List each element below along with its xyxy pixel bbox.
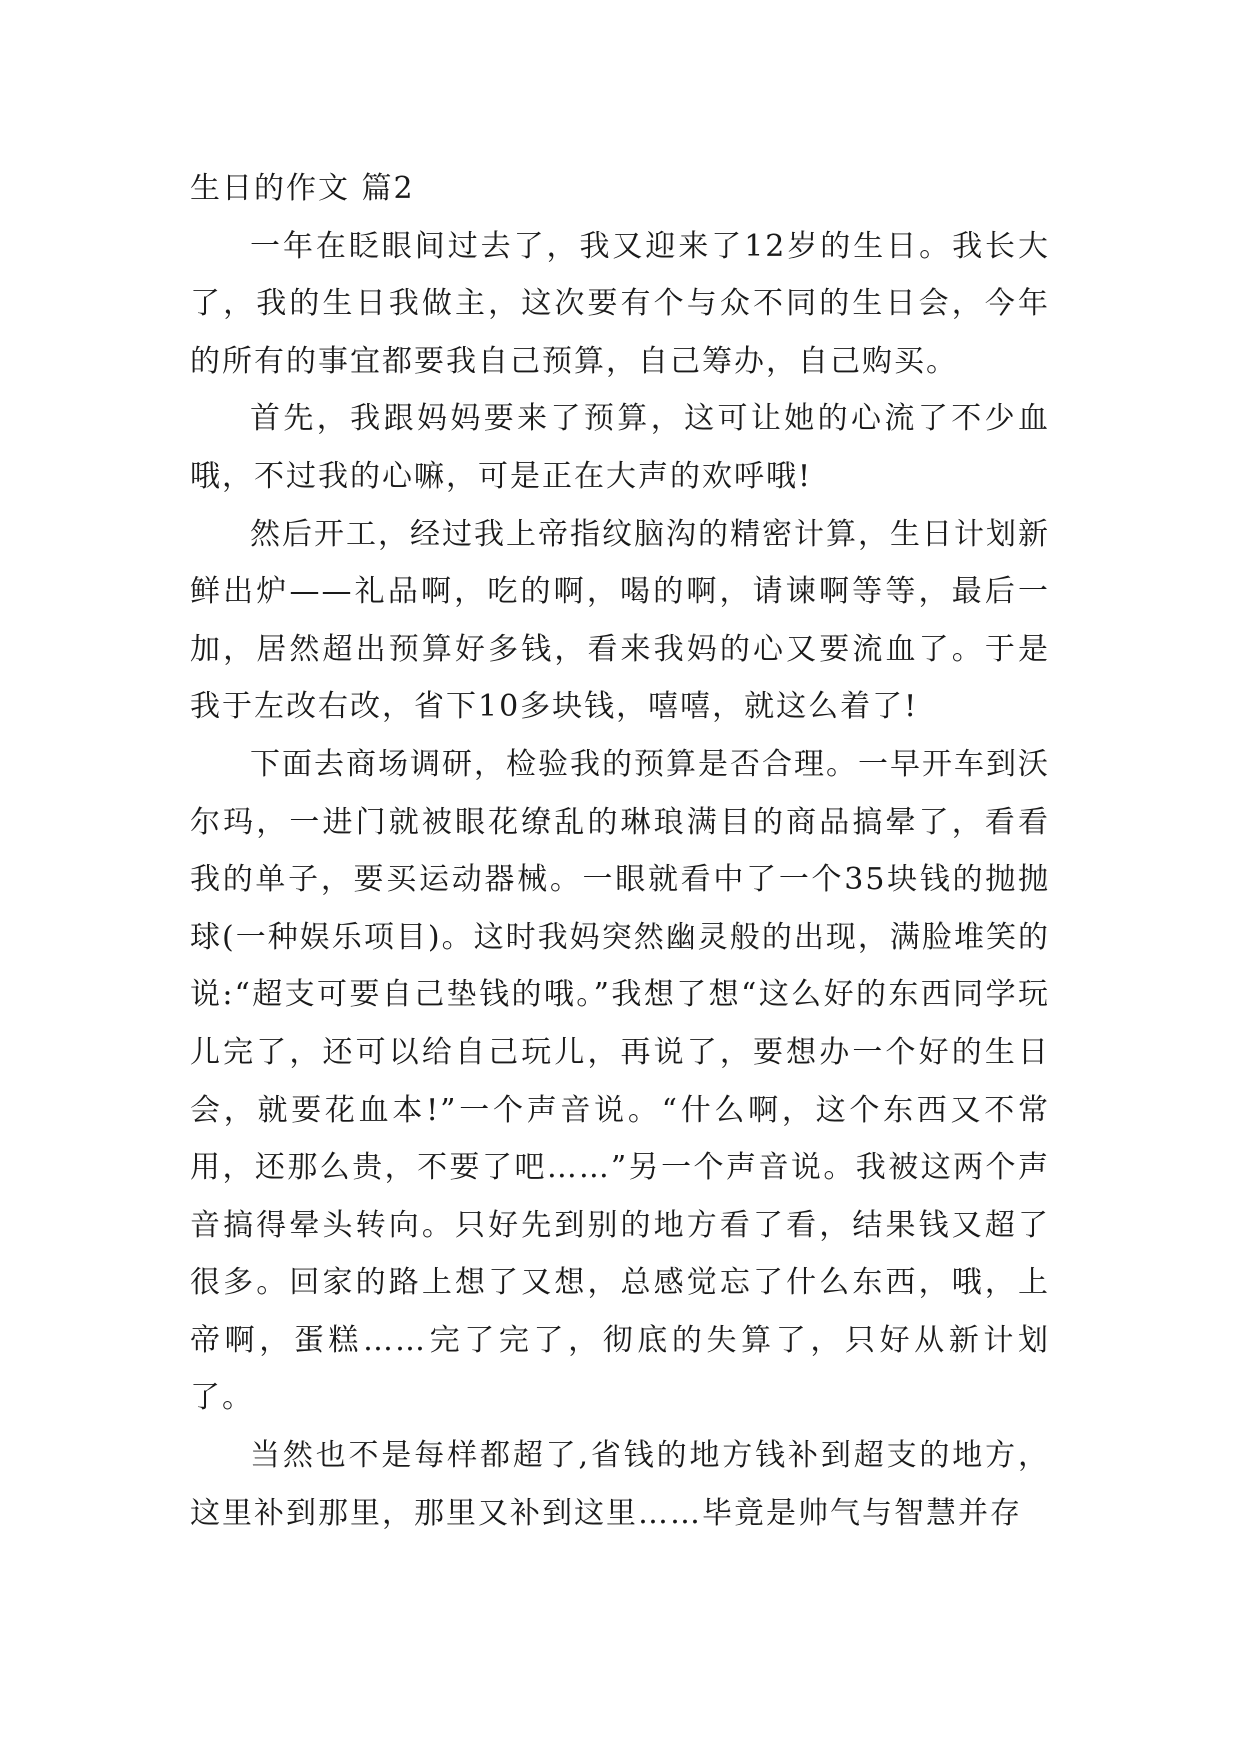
paragraph-3: 然后开工，经过我上帝指纹脑沟的精密计算，生日计划新鲜出炉——礼品啊，吃的啊，喝的啊，请谏啊等等，最后一加，居然超出预算好多钱，看来我妈的心又要流血了。于是我于左改右改，省下10多块钱，嘻嘻，就这么着了! — [190, 516, 1050, 725]
paragraph-2: 首先，我跟妈妈要来了预算，这可让她的心流了不少血哦，不过我的心嘛，可是正在大声的欢呼哦! — [190, 401, 1050, 494]
document-body — [190, 160, 1050, 1542]
paragraph-4: 下面去商场调研，检验我的预算是否合理。一早开车到沃尔玛，一进门就被眼花缭乱的琳琅满目的商品搞晕了，看看我的单子，要买运动器械。一眼就看中了一个35块钱的抛抛球(一种娱乐项目)。这时我妈突然幽灵般的出现，满脸堆笑的说:“超支可要自己垫钱的哦。”我想了想“这么好的东西同学玩儿完了，还可以给自己玩儿，再说了，要想办一个好的生日会，就要花血本!”一个声音说。“什么啊，这个东西又不常用，还那么贵，不要了吧……”另一个声音说。我被这两个声音搞得晕头转向。只好先到别的地方看了看，结果钱又超了很多。回家的路上想了又想，总感觉忘了什么东西，哦，上帝啊，蛋糕……完了完了，彻底的失算了，只好从新计划了。 — [190, 746, 1050, 1416]
essay-title: 生日的作文 篇2 — [190, 171, 415, 206]
paragraph-5: 当然也不是每样都超了,省钱的地方钱补到超支的地方，这里补到那里，那里又补到这里……毕竟是帅气与智慧并存 — [190, 1438, 1050, 1531]
paragraph-1: 一年在眨眼间过去了，我又迎来了12岁的生日。我长大了，我的生日我做主，这次要有个与众不同的生日会，今年的所有的事宜都要我自己预算，自己筹办，自己购买。 — [190, 228, 1050, 379]
